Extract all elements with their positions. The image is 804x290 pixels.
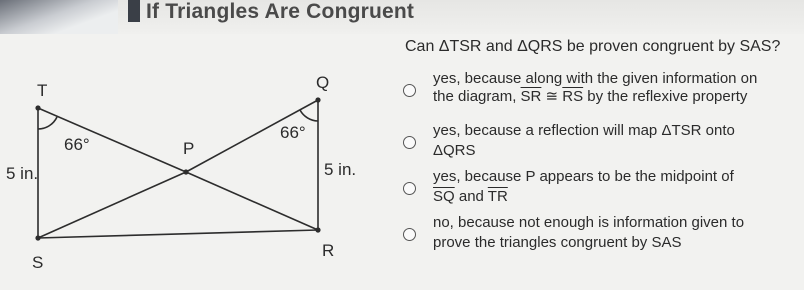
radio-button[interactable]: [403, 182, 416, 195]
radio-button[interactable]: [403, 84, 416, 97]
segment-label-SR: $\overline{SR}$: [520, 88, 542, 105]
vertex-label-S: S: [32, 253, 44, 272]
option-text-line2: prove the triangles congruent by SAS: [433, 234, 682, 251]
option-text-line2: [433, 88, 747, 106]
vertex-label-Q: Q: [316, 73, 330, 92]
option-text-line2: ΔQRS: [433, 142, 476, 159]
vertex-label-T: T: [37, 81, 48, 100]
congruent-symbol: ≅: [541, 88, 563, 105]
angle-label-T: 66°: [64, 135, 90, 154]
option-text-prefix: the diagram,: [433, 88, 521, 105]
segment-PR: [186, 172, 318, 230]
triangle-figure: [0, 40, 380, 290]
option-text-line2: [433, 188, 508, 206]
vertex-label-P: P: [183, 139, 195, 158]
angle-label-Q: 66°: [280, 123, 306, 142]
vertex-label-R: R: [322, 241, 335, 260]
radio-button[interactable]: [403, 136, 416, 149]
segment-label-TR: $\overline{TR}$: [487, 188, 508, 205]
header-tab-marker: [128, 0, 140, 22]
vertex-dot-P: [183, 169, 188, 174]
vertex-dot-Q: [315, 97, 320, 102]
segment-TP: [38, 108, 186, 172]
segment-SP: [38, 172, 186, 238]
option-text-line1: yes, because along with the given information on: [433, 70, 758, 87]
option-text-suffix: by the reflexive property: [583, 88, 748, 105]
answer-option-1[interactable]: [400, 66, 790, 118]
header-graphic: [0, 0, 118, 34]
vertex-dot-T: [35, 105, 40, 110]
page-title: If Triangles Are Congruent: [146, 0, 415, 23]
vertex-dot-R: [315, 227, 320, 232]
angle-arc-T: [38, 117, 57, 129]
question-text: Can ΔTSR and ΔQRS be proven congruent by SAS?: [405, 38, 781, 55]
and-text: and: [454, 188, 488, 205]
option-text-line1: no, because not enough is information given to: [433, 214, 745, 231]
segment-label-SQ: $\overline{SQ}$: [433, 188, 455, 205]
option-text-line1: yes, because a reflection will map ΔTSR onto: [433, 122, 735, 139]
option-text-line1: yes, because P appears to be the midpoint of: [433, 168, 734, 185]
answer-option-2[interactable]: [400, 118, 790, 170]
answer-option-3[interactable]: [400, 164, 790, 216]
answer-option-4[interactable]: [400, 210, 790, 262]
side-label-TS: 5 in.: [6, 164, 39, 183]
angle-arc-Q: [300, 110, 318, 121]
vertex-dot-S: [35, 235, 40, 240]
segment-label-RS: $\overline{RS}$: [562, 88, 584, 105]
radio-button[interactable]: [403, 228, 416, 241]
side-label-QR: 5 in.: [324, 160, 357, 179]
segment-SR: [38, 230, 318, 238]
